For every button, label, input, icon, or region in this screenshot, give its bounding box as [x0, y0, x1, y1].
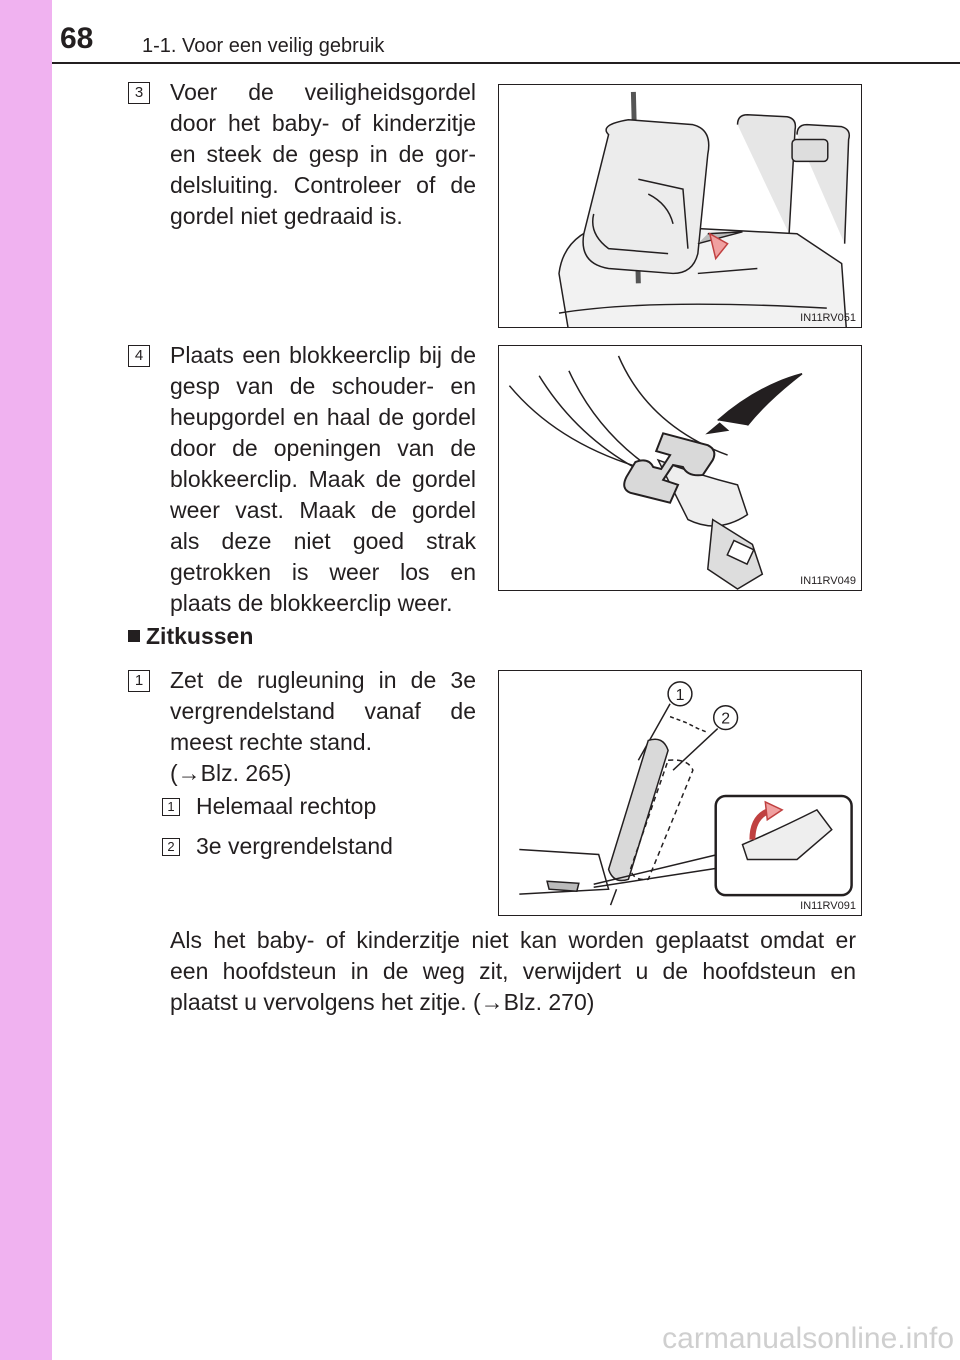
step-badge-4: 4 — [128, 345, 150, 367]
text-line: blokkeerclip. Maak de gordel — [170, 466, 476, 492]
square-bullet-icon — [128, 630, 140, 642]
figure-child-seat-belt — [498, 84, 862, 328]
subsection-title-text: Zitkussen — [146, 623, 254, 649]
text-line: door de openingen van de — [170, 435, 476, 461]
text-line: (→Blz. 265) — [170, 760, 292, 786]
text-line: getrokken is weer los en — [170, 559, 476, 585]
info-paragraph — [170, 925, 856, 1018]
page-number: 68 — [60, 22, 94, 55]
child-seat-illustration — [499, 85, 861, 327]
figure-callout-1: 1 — [675, 686, 685, 704]
chapter-side-bar — [0, 0, 52, 1360]
step-3-text — [170, 77, 476, 232]
step-badge-1: 1 — [128, 670, 150, 692]
note-badge-1: 1 — [162, 798, 180, 816]
text-line: een hoofdsteun in de weg zit, verwijdert u de hoofdsteun en — [170, 958, 856, 984]
figure-locking-clip — [498, 345, 862, 591]
text-line: Zet de rugleuning in de 3e — [170, 667, 476, 693]
note-badge-2: 2 — [162, 838, 180, 856]
text-line: door het baby- of kinderzitje — [170, 110, 476, 136]
step-4-text — [170, 340, 476, 619]
text-line: vergrendelstand vanaf de — [170, 698, 476, 724]
note-text-upright: Helemaal rechtop — [196, 793, 377, 819]
text-line: weer vast. Maak de gordel — [170, 497, 476, 523]
text-line: en steek de gesp in de gor- — [170, 141, 476, 167]
text-line: gordel niet gedraaid is. — [170, 203, 403, 229]
text-line: Als het baby- of kinderzitje niet kan worden geplaatst omdat er — [170, 927, 856, 953]
text-line: delsluiting. Controleer of de — [170, 172, 476, 198]
watermark: carmanualsonline.info — [662, 1322, 954, 1355]
text-line: plaats de blokkeerclip weer. — [170, 590, 453, 616]
subsection-title — [128, 623, 253, 650]
step-1-text — [170, 665, 476, 789]
figure-code: IN11RV091 — [800, 900, 856, 912]
text-line: Plaats een blokkeerclip bij de — [170, 342, 476, 368]
figure-seatback-positions — [498, 670, 862, 916]
text-line: meest rechte stand. — [170, 729, 372, 755]
figure-code: IN11RV049 — [800, 575, 856, 587]
section-title: 1-1. Voor een veilig gebruik — [142, 35, 385, 57]
locking-clip-illustration — [499, 346, 861, 590]
header-rule — [52, 62, 960, 64]
text-line: plaatst u vervolgens het zitje. (→Blz. 270) — [170, 989, 595, 1015]
figure-code: IN11RV051 — [800, 312, 856, 324]
seatback-illustration — [499, 671, 861, 915]
note-text-3rd-position: 3e vergrendelstand — [196, 833, 393, 859]
text-line: Voer de veiligheidsgordel — [170, 79, 476, 105]
step-badge-3: 3 — [128, 82, 150, 104]
text-line: als deze niet goed strak — [170, 528, 476, 554]
text-line: gesp van de schouder- en — [170, 373, 476, 399]
text-line: heupgordel en haal de gordel — [170, 404, 476, 430]
figure-callout-2: 2 — [721, 710, 731, 728]
